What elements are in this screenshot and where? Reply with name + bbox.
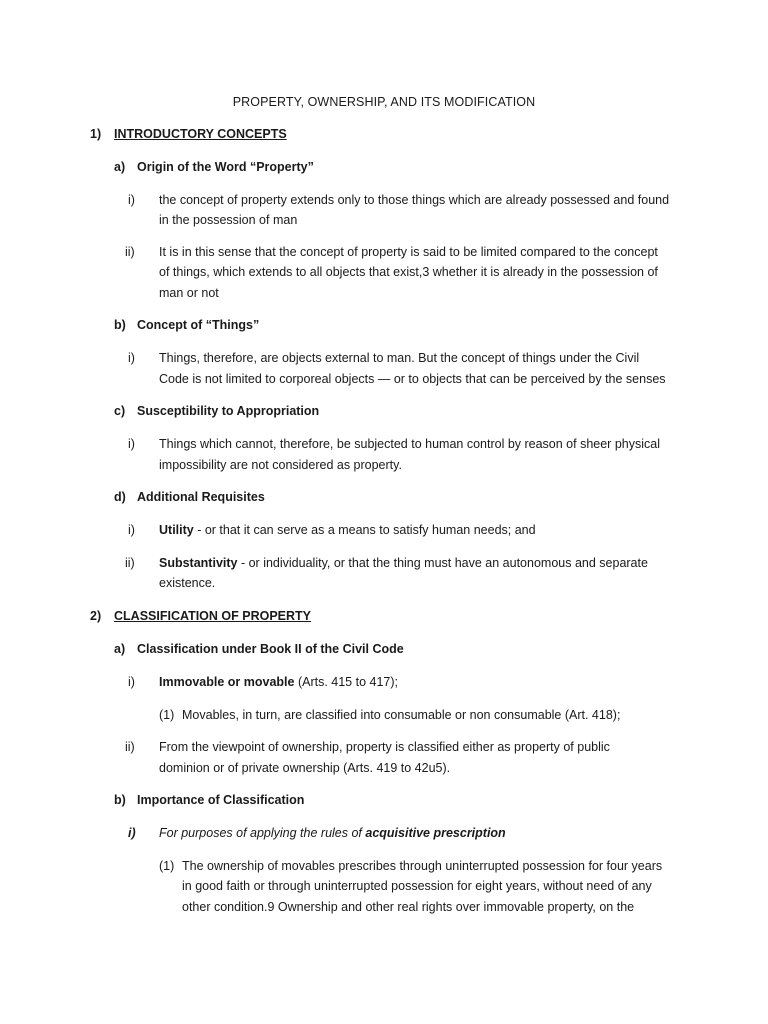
item-1a-i-number: i) [128, 193, 135, 207]
subsection-2a-heading: Classification under Book II of the Civil Code [137, 642, 404, 656]
item-2b-i-line-1 [159, 823, 506, 843]
item-1d-ii-line-1 [159, 553, 648, 573]
item-1a-ii-number: ii) [125, 245, 135, 259]
document-title: PROPERTY, OWNERSHIP, AND ITS MODIFICATION [232, 95, 536, 109]
section-1-number: 1) [90, 127, 102, 141]
section-2-number: 2) [90, 609, 102, 623]
item-1a-i-line-2: in the possession of man [159, 213, 298, 227]
subsection-1a-heading: Origin of the Word “Property” [137, 160, 314, 174]
section-2-heading: CLASSIFICATION OF PROPERTY [114, 609, 311, 623]
subsection-1d-number: d) [114, 490, 126, 504]
item-1b-i-number: i) [128, 351, 135, 365]
item-2a-i-text: (Arts. 415 to 417); [294, 675, 398, 689]
item-2a-i-number: i) [128, 675, 135, 689]
item-1a-i-line-1: the concept of property extends only to those things which are already possessed and found [159, 193, 670, 207]
item-2b-i-1-number: (1) [159, 859, 175, 873]
subsection-1d-heading: Additional Requisites [137, 490, 265, 504]
subsection-1b-heading: Concept of “Things” [137, 318, 260, 332]
item-1c-i-line-2: impossibility are not considered as property. [159, 458, 402, 472]
item-1c-i-number: i) [128, 437, 135, 451]
subsection-2b-number: b) [114, 793, 126, 807]
item-2a-ii-line-2: dominion or of private ownership (Arts. 419 to 42u5). [159, 761, 451, 775]
item-1d-ii-text: - or individuality, or that the thing must have an autonomous and separate [237, 556, 648, 570]
item-1a-ii-line-3: man or not [159, 286, 219, 300]
item-1d-i-term: Utility [159, 523, 194, 537]
item-1d-i-number: i) [128, 523, 135, 537]
item-2b-i-1-line-2: in good faith or through uninterrupted possession for eight years, without need of any [182, 879, 652, 893]
item-2b-i-text: For purposes of applying the rules of [159, 826, 366, 840]
subsection-1b-number: b) [114, 318, 126, 332]
item-2b-i-1-line-1: The ownership of movables prescribes through uninterrupted possession for four years [182, 859, 663, 873]
item-1b-i-line-2: Code is not limited to corporeal objects — or to objects that can be perceived by the senses [159, 372, 666, 386]
item-1c-i-line-1: Things which cannot, therefore, be subjected to human control by reason of sheer physical [159, 437, 660, 451]
item-1a-ii-line-2: of things, which extends to all objects that exist,3 whether it is already in the possession of [159, 265, 658, 279]
item-2a-i-line-1 [159, 672, 398, 692]
item-1d-i-text: - or that it can serve as a means to satisfy human needs; and [193, 523, 536, 537]
item-1d-ii-number: ii) [125, 556, 135, 570]
item-2b-i-1-line-3: other condition.9 Ownership and other real rights over immovable property, on the [182, 900, 635, 914]
item-2a-ii-line-1: From the viewpoint of ownership, property is classified either as property of public [159, 740, 610, 754]
subsection-1a-number: a) [114, 160, 126, 174]
section-1-heading: INTRODUCTORY CONCEPTS [114, 127, 287, 141]
item-2b-i-term: acquisitive prescription [365, 826, 506, 840]
subsection-2a-number: a) [114, 642, 126, 656]
item-1b-i-line-1: Things, therefore, are objects external to man. But the concept of things under the Civil [159, 351, 640, 365]
subsection-1c-number: c) [114, 404, 126, 418]
item-2b-i-number: i) [128, 826, 136, 840]
item-2a-i-1-number: (1) [159, 708, 175, 722]
subsection-2b-heading: Importance of Classification [137, 793, 305, 807]
subsection-1c-heading: Susceptibility to Appropriation [137, 404, 320, 418]
item-1d-ii-term: Substantivity [159, 556, 238, 570]
item-2a-i-term: Immovable or movable [159, 675, 295, 689]
item-1d-i-line-1 [159, 520, 536, 540]
item-1d-ii-line-2: existence. [159, 576, 216, 590]
item-1a-ii-line-1: It is in this sense that the concept of property is said to be limited compared to the concept [159, 245, 658, 259]
item-2a-ii-number: ii) [125, 740, 135, 754]
item-2a-i-1-text: Movables, in turn, are classified into consumable or non consumable (Art. 418); [182, 708, 621, 722]
